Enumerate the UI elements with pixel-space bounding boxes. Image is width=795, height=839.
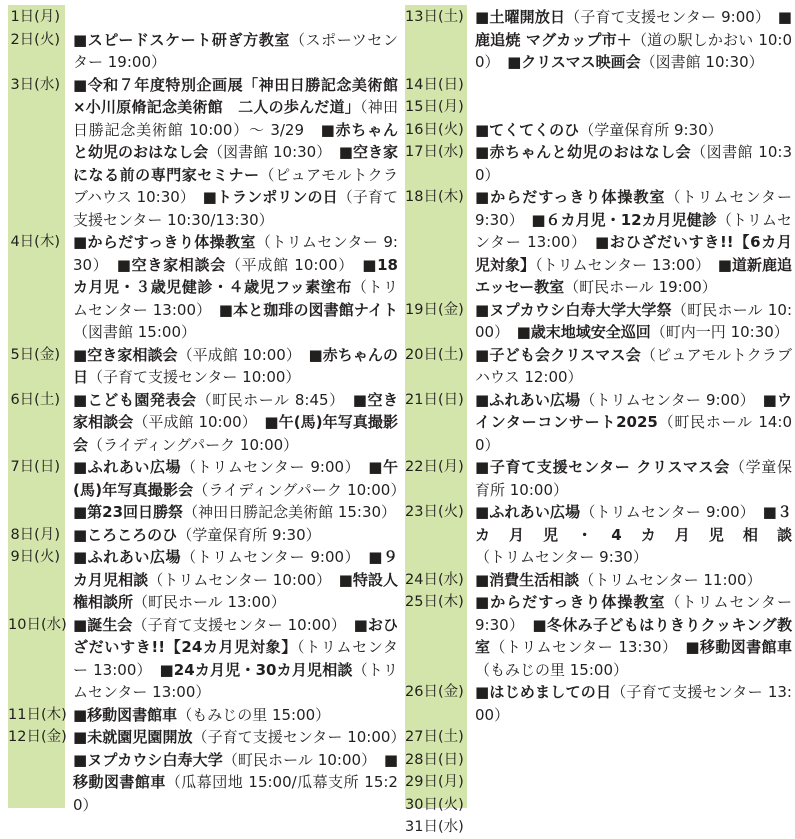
event-venue: （学童保育所 9:30） bbox=[579, 120, 723, 139]
date-cell: 27日(土) bbox=[405, 729, 464, 745]
event-list bbox=[467, 74, 792, 97]
event-title: ■トランポリンの日 bbox=[202, 188, 338, 206]
event-title: ■赤ちゃんの日 bbox=[73, 345, 398, 386]
event-title: ■ふれあい広場 bbox=[73, 458, 182, 476]
event-venue: （もみじの里 15:00） bbox=[475, 660, 628, 679]
event-venue: （トリムセンター 9:00） bbox=[181, 458, 353, 476]
calendar-row bbox=[8, 389, 398, 457]
calendar-row bbox=[405, 681, 792, 726]
event-venue: （平成館 10:00） bbox=[133, 413, 250, 431]
calendar-row bbox=[405, 299, 792, 344]
event-venue: （町民ホール 8:45） bbox=[196, 390, 338, 409]
event-venue: （トリムセンター 13:00） bbox=[73, 278, 398, 319]
event-venue: （トリムセンター 9:00） bbox=[580, 390, 748, 409]
event-venue: （トリムセンター 13:00） bbox=[475, 210, 792, 251]
event-venue: （平成館 10:00） bbox=[177, 345, 294, 364]
event-title: ■第23回日勝祭 bbox=[73, 503, 184, 521]
event-title: ■ころころのひ bbox=[73, 525, 178, 544]
event-list bbox=[467, 726, 792, 749]
event-title: ■空き家になる前の専門家セミナー bbox=[73, 143, 398, 184]
date-cell: 16日(火) bbox=[405, 121, 464, 138]
event-venue: （もみじの里 15:00） bbox=[177, 705, 331, 724]
event-title: ■９カ月児相談 bbox=[73, 548, 398, 589]
date-cell: 11日(木) bbox=[8, 706, 67, 723]
event-list bbox=[65, 389, 398, 457]
event-venue: （瓜幕団地 15:00/瓜幕支所 15:20） bbox=[73, 773, 398, 814]
event-list bbox=[467, 186, 792, 299]
event-venue: （子育て支援センター 10:00） bbox=[132, 615, 339, 634]
event-venue: （図書館 10:30） bbox=[475, 143, 792, 184]
event-title: ■未就園児園開放 bbox=[73, 728, 193, 746]
event-title: ■こども園発表会 bbox=[73, 390, 197, 409]
event-title: ■子ども会クリスマス会 bbox=[475, 345, 641, 364]
event-list bbox=[65, 231, 398, 344]
event-venue: （トリムセンター 9:00） bbox=[580, 503, 748, 521]
calendar-column-left bbox=[8, 0, 398, 819]
calendar-row bbox=[405, 749, 792, 772]
event-list bbox=[467, 299, 792, 344]
event-venue: （スポーツセンター 19:00） bbox=[73, 30, 398, 71]
event-list bbox=[65, 74, 398, 232]
event-title: ■移動図書館車 bbox=[73, 705, 178, 724]
date-cell: 28日(日) bbox=[405, 751, 464, 768]
event-list bbox=[467, 569, 792, 592]
event-venue: （町民ホール 13:00） bbox=[133, 593, 286, 611]
event-title: ■赤ちゃんと幼児のおはなし会 bbox=[475, 143, 692, 161]
event-title: ■土曜開放日 bbox=[475, 8, 566, 26]
event-venue: （トリムセンター 13:00） bbox=[535, 255, 703, 274]
event-venue: （町民ホール 10:00） bbox=[475, 300, 792, 341]
calendar-row bbox=[8, 614, 398, 704]
date-cell: 14日(日) bbox=[405, 76, 464, 93]
event-list bbox=[65, 546, 398, 614]
event-title: ■移動図書館車 bbox=[73, 750, 398, 791]
event-list bbox=[65, 29, 398, 74]
event-venue: （トリムセンター 9:30） bbox=[475, 593, 793, 634]
event-title: ■18カ月児・３歳児健診・４歳児フッ素塗布 bbox=[73, 255, 398, 296]
calendar-row bbox=[405, 816, 792, 839]
calendar-row bbox=[405, 344, 792, 389]
event-title: ■からだすっきり体操教室 bbox=[475, 188, 666, 206]
event-list bbox=[467, 344, 792, 389]
event-venue: （ピュアモルトクラブハウス 10:30） bbox=[73, 165, 398, 206]
calendar-row bbox=[405, 96, 792, 119]
calendar-row bbox=[405, 74, 792, 97]
event-venue: （ライディングパーク 10:00） bbox=[88, 435, 299, 454]
event-title: ■冬休み子どもはりきりクッキング教室 bbox=[475, 615, 792, 656]
event-list bbox=[65, 6, 398, 29]
event-venue: （学童保育所 10:00） bbox=[475, 458, 792, 499]
event-venue: （町民ホール 19:00） bbox=[564, 278, 717, 296]
event-title: ■からだすっきり体操教室 bbox=[73, 233, 256, 251]
date-cell: 25日(木) bbox=[405, 594, 464, 610]
event-title: ■６カ月児・12カ月児健診 bbox=[531, 210, 717, 229]
event-venue: （子育て支援センター 13:00） bbox=[475, 683, 792, 724]
event-title: ■ふれあい広場 bbox=[475, 503, 581, 521]
event-venue: （子育て支援センター 10:00） bbox=[192, 728, 398, 746]
event-venue: （図書館 10:30） bbox=[208, 143, 324, 161]
date-cell: 22日(月) bbox=[405, 459, 464, 475]
calendar-row bbox=[405, 141, 792, 186]
date-cell: 26日(金) bbox=[405, 684, 464, 700]
event-title: ■鹿追焼 マグカップ市＋ bbox=[475, 8, 792, 49]
calendar-row bbox=[405, 389, 792, 457]
event-venue: （トリムセンター 11:00） bbox=[579, 570, 762, 589]
date-cell: 6日(土) bbox=[10, 391, 60, 408]
event-venue: （道の駅しかおい 10:00） bbox=[475, 30, 792, 71]
date-cell: 10日(水) bbox=[8, 616, 67, 633]
calendar-row bbox=[405, 569, 792, 592]
event-venue: （町民ホール 10:00） bbox=[222, 750, 369, 769]
event-venue: （トリムセンター 9:00） bbox=[181, 548, 353, 566]
event-title: ■ふれあい広場 bbox=[475, 390, 581, 409]
event-list bbox=[467, 501, 792, 569]
calendar-row bbox=[405, 591, 792, 681]
event-title: ■ふれあい広場 bbox=[73, 548, 182, 566]
event-venue: （神田日勝記念美術館 15:30） bbox=[183, 503, 397, 521]
date-cell: 15日(月) bbox=[405, 99, 464, 115]
event-title: ■歳末地域安全巡回 bbox=[516, 323, 651, 341]
event-venue: （平成館 10:00） bbox=[225, 255, 347, 274]
calendar-row bbox=[405, 6, 792, 74]
calendar-row bbox=[8, 456, 398, 524]
event-title: ■移動図書館車 bbox=[685, 638, 792, 656]
event-list bbox=[467, 141, 792, 186]
event-title: ■空き家相談会 bbox=[116, 255, 226, 274]
event-venue: （学童保育所 9:30） bbox=[177, 525, 321, 544]
event-title: ■本と珈琲の図書館ナイト bbox=[218, 300, 398, 319]
event-list bbox=[467, 681, 792, 726]
event-venue: （トリムセンター 9:30） bbox=[73, 233, 398, 274]
event-list bbox=[467, 816, 792, 839]
event-title: ■24カ月児・30カ月児相談 bbox=[159, 660, 353, 679]
event-list bbox=[65, 726, 398, 816]
event-venue: （町内一円 10:30） bbox=[650, 323, 789, 341]
event-venue: （図書館 15:00） bbox=[73, 323, 196, 341]
event-title: ■３カ月児・4カ月児相談 bbox=[475, 503, 792, 544]
calendar-row bbox=[8, 29, 398, 74]
date-cell: 1日(月) bbox=[10, 9, 60, 25]
date-cell: 23日(火) bbox=[405, 504, 464, 520]
event-list bbox=[467, 749, 792, 772]
event-title: ■消費生活相談 bbox=[475, 570, 580, 589]
event-list bbox=[467, 771, 792, 794]
event-venue: （トリムセンター 13:30） bbox=[490, 638, 670, 656]
calendar-row bbox=[8, 6, 398, 29]
event-venue: （トリムセンター 9:30） bbox=[475, 188, 793, 229]
calendar-row bbox=[8, 524, 398, 547]
calendar-row bbox=[405, 456, 792, 501]
event-title: ■からだすっきり体操教室 bbox=[475, 593, 666, 611]
event-list bbox=[65, 344, 398, 389]
event-title: ■午(馬)年写真撮影会 bbox=[73, 413, 398, 454]
event-title: ■空き家相談会 bbox=[73, 390, 398, 431]
date-cell: 31日(水) bbox=[405, 819, 464, 835]
date-cell: 20日(土) bbox=[405, 346, 464, 363]
event-title: ■特設人権相談所 bbox=[73, 570, 398, 611]
event-list bbox=[65, 524, 398, 547]
event-title: ■クリスマス映画会 bbox=[507, 53, 641, 71]
date-cell: 2日(火) bbox=[10, 31, 60, 48]
calendar-row bbox=[405, 186, 792, 299]
event-venue: （トリムセンター 13:00） bbox=[73, 638, 398, 679]
event-title: ■道新鹿追エッセー教室 bbox=[475, 255, 792, 296]
calendar-row bbox=[405, 501, 792, 569]
event-title: ■はじめましての日 bbox=[475, 683, 612, 701]
date-cell: 9日(火) bbox=[10, 549, 60, 565]
event-list bbox=[65, 456, 398, 524]
date-cell: 8日(月) bbox=[10, 526, 60, 543]
event-title: ■おひざだいすき!!【24カ月児対象】 bbox=[73, 615, 398, 656]
calendar-row bbox=[405, 726, 792, 749]
event-title: ■ウインターコンサート2025 bbox=[475, 390, 792, 431]
date-cell: 21日(日) bbox=[405, 391, 464, 408]
date-cell: 3日(水) bbox=[10, 76, 60, 93]
event-list bbox=[467, 456, 792, 501]
calendar-row bbox=[8, 74, 398, 232]
date-cell: 19日(金) bbox=[405, 301, 464, 318]
event-venue: （町民ホール 14:00） bbox=[475, 413, 792, 454]
calendar-row bbox=[405, 771, 792, 794]
event-title: ■令和７年度特別企画展「神田日勝記念美術館×小川原脩記念美術館 二人の歩んだ道」 bbox=[73, 75, 398, 116]
event-list bbox=[467, 591, 792, 681]
event-title: ■子育て支援センター クリスマス会 bbox=[475, 458, 730, 476]
event-venue: （トリムセンター 13:00） bbox=[73, 660, 398, 701]
event-title: ■赤ちゃんと幼児のおはなし会 bbox=[73, 120, 398, 161]
date-cell: 18日(木) bbox=[405, 189, 464, 205]
calendar-row bbox=[8, 726, 398, 816]
event-title: ■ヌプカウシ白寿大学 bbox=[73, 750, 223, 769]
calendar-row bbox=[8, 231, 398, 344]
event-venue: （図書館 10:30） bbox=[640, 53, 764, 71]
date-cell: 29日(月) bbox=[405, 774, 464, 790]
event-venue: （神田日勝記念美術館 10:00）～ 3/29 bbox=[73, 98, 398, 139]
calendar-row bbox=[8, 704, 398, 727]
date-cell: 13日(土) bbox=[405, 9, 464, 25]
calendar-row bbox=[8, 546, 398, 614]
event-venue: （子育て支援センター 9:00） bbox=[565, 8, 763, 26]
calendar-column-right bbox=[405, 0, 793, 835]
event-list bbox=[467, 119, 792, 142]
date-cell: 5日(金) bbox=[10, 346, 60, 363]
event-title: ■スピードスケート研ぎ方教室 bbox=[73, 30, 290, 49]
event-venue: （子育て支援センター 10:30/13:30） bbox=[73, 188, 398, 229]
event-list bbox=[65, 704, 398, 727]
event-title: ■ヌプカウシ白寿大学大学祭 bbox=[475, 300, 672, 319]
event-list bbox=[467, 794, 792, 817]
event-venue: （トリムセンター 10:00） bbox=[148, 570, 324, 589]
event-list bbox=[65, 614, 398, 704]
event-venue: （ピュアモルトクラブハウス 12:00） bbox=[475, 345, 792, 386]
date-cell: 7日(日) bbox=[10, 459, 60, 475]
date-cell: 24日(水) bbox=[405, 571, 464, 588]
event-title: ■てくてくのひ bbox=[475, 120, 580, 139]
event-title: ■誕生会 bbox=[73, 615, 133, 634]
calendar-row bbox=[405, 794, 792, 817]
date-cell: 12日(金) bbox=[8, 729, 67, 745]
calendar-row bbox=[8, 344, 398, 389]
event-title: ■午(馬)年写真撮影会 bbox=[73, 458, 398, 499]
date-cell: 4日(木) bbox=[10, 234, 60, 250]
calendar-row bbox=[405, 119, 792, 142]
event-title: ■空き家相談会 bbox=[73, 345, 178, 364]
event-title: ■おひざだいすき!!【6カ月児対象】 bbox=[475, 233, 792, 274]
date-cell: 30日(火) bbox=[405, 796, 464, 813]
event-list bbox=[467, 6, 792, 74]
event-venue: （子育て支援センター 10:00） bbox=[88, 368, 301, 386]
event-venue: （ライディングパーク 10:00） bbox=[193, 480, 398, 499]
event-venue: （トリムセンター 9:30） bbox=[475, 548, 648, 566]
date-cell: 17日(水) bbox=[405, 144, 464, 160]
event-list bbox=[467, 389, 792, 457]
event-list bbox=[467, 96, 792, 119]
